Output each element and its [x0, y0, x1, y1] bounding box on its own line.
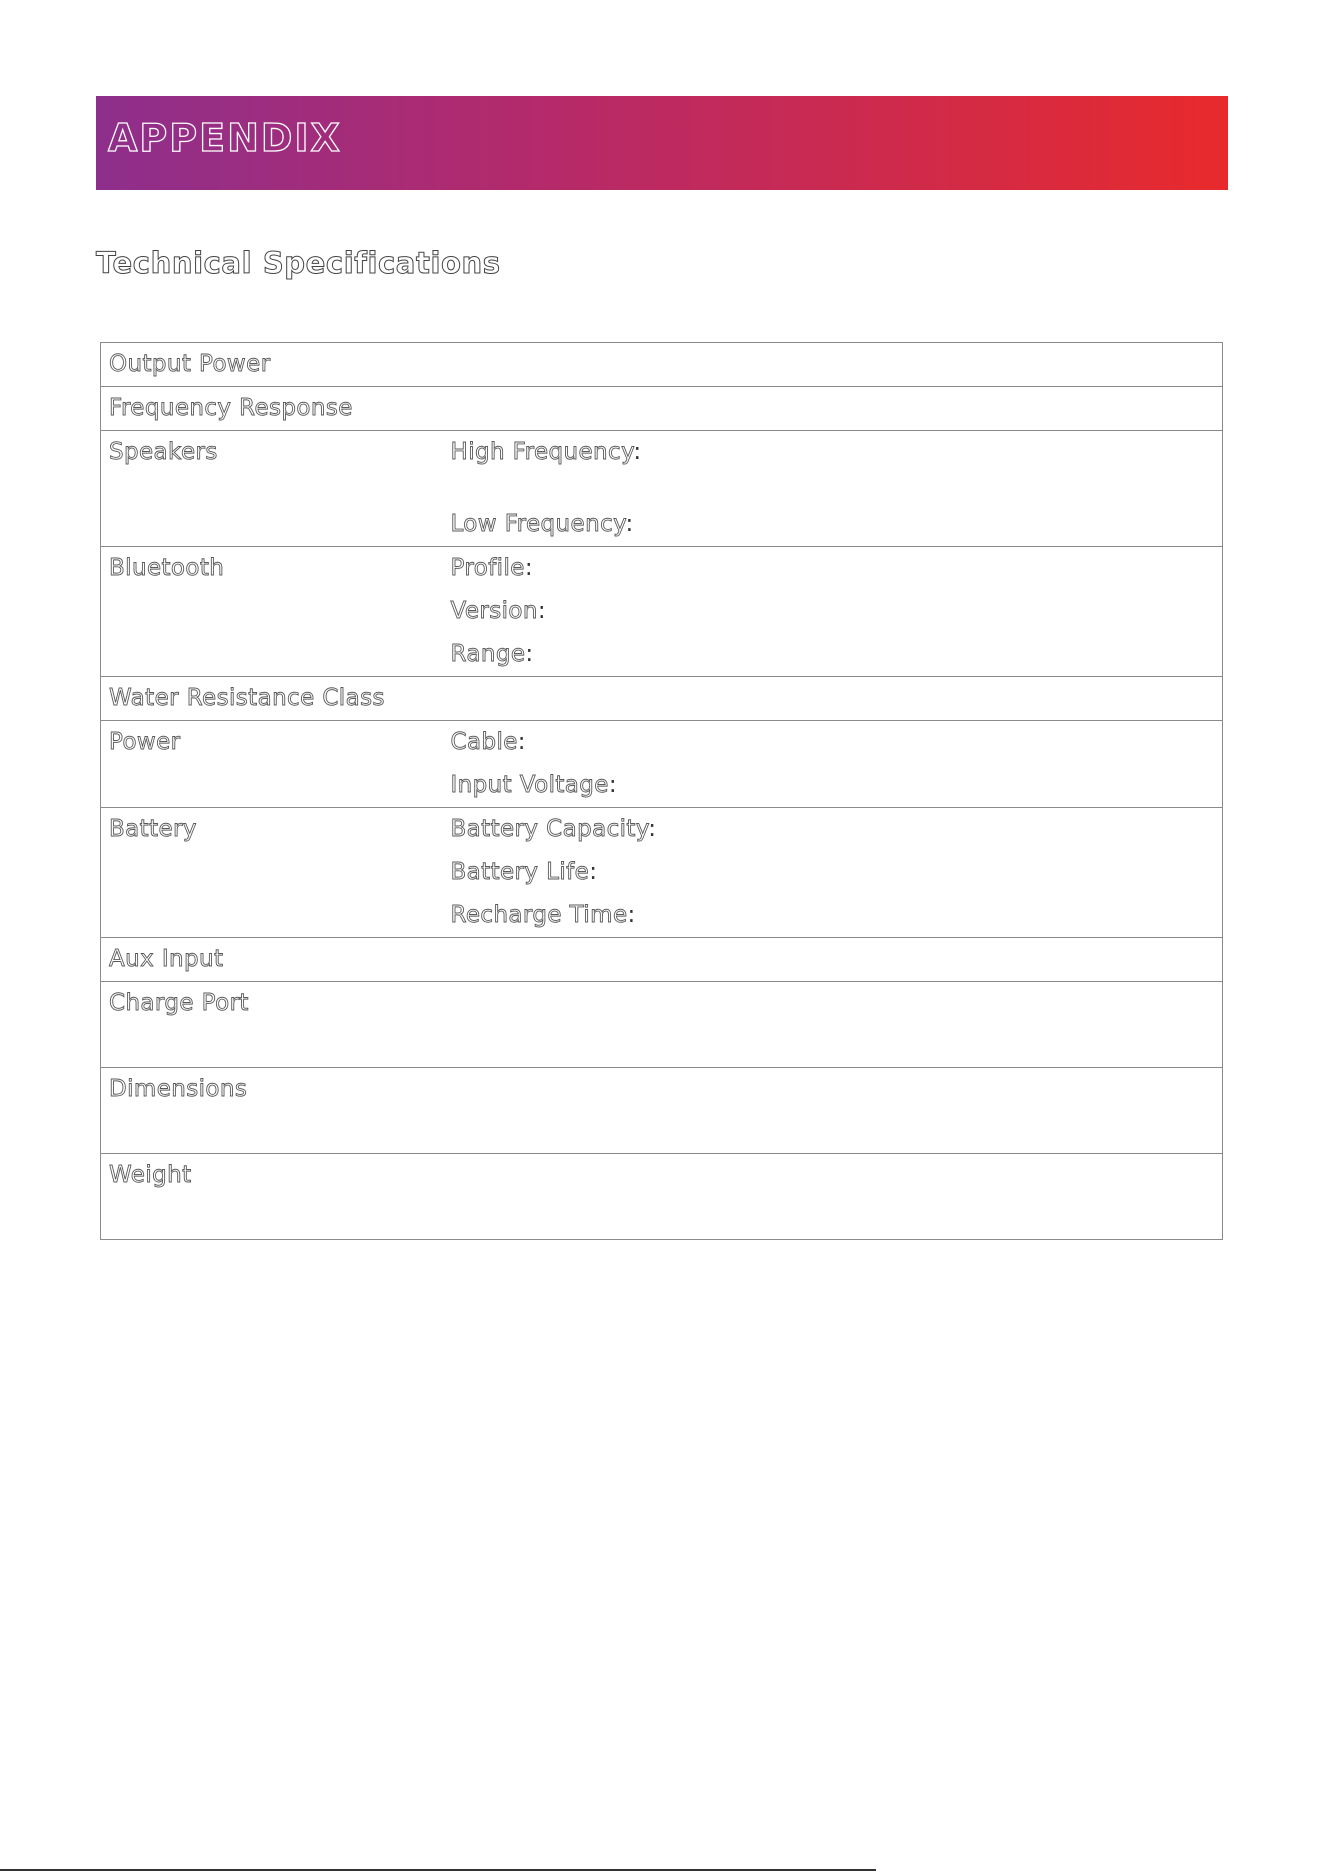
aux-input-label: Aux Input — [109, 946, 224, 972]
battery-capacity-label: Battery Capacity — [450, 816, 649, 842]
cable-label: Cable — [450, 729, 518, 755]
colon: : — [648, 816, 657, 842]
row-water-resistance — [101, 677, 1223, 721]
speakers-label: Speakers — [109, 439, 218, 465]
value-cell — [451, 938, 1223, 982]
value-cell — [451, 1154, 1223, 1240]
bluetooth-label: Bluetooth — [109, 555, 225, 581]
output-power-label: Output Power — [109, 351, 271, 377]
footer-rule — [0, 1869, 876, 1871]
label-cell — [101, 721, 451, 808]
value-cell — [451, 431, 1223, 547]
low-frequency-item — [451, 503, 1223, 546]
colon: : — [625, 511, 634, 537]
row-aux-input — [101, 938, 1223, 982]
input-voltage-item — [451, 764, 1223, 807]
colon: : — [589, 859, 598, 885]
range-label: Range — [450, 641, 526, 667]
profile-item — [451, 547, 1223, 590]
input-voltage-label: Input Voltage — [450, 772, 609, 798]
label-cell — [101, 982, 451, 1068]
range-item — [451, 633, 1223, 676]
value-cell — [451, 387, 1223, 431]
specifications-table — [100, 342, 1223, 1240]
label-cell — [101, 343, 451, 387]
value-cell — [451, 808, 1223, 938]
recharge-time-item — [451, 894, 1223, 937]
row-bluetooth — [101, 547, 1223, 677]
value-cell — [451, 343, 1223, 387]
label-cell — [101, 387, 451, 431]
dimensions-label: Dimensions — [109, 1076, 248, 1102]
version-label: Version — [450, 598, 538, 624]
section-heading: Technical Specifications — [96, 246, 501, 280]
colon: : — [524, 555, 533, 581]
low-frequency-label: Low Frequency — [450, 511, 626, 537]
value-cell — [451, 721, 1223, 808]
row-output-power — [101, 343, 1223, 387]
weight-label: Weight — [109, 1162, 192, 1188]
colon: : — [517, 729, 526, 755]
recharge-time-label: Recharge Time — [450, 902, 628, 928]
colon: : — [608, 772, 617, 798]
profile-label: Profile — [450, 555, 525, 581]
row-weight — [101, 1154, 1223, 1240]
appendix-banner — [96, 96, 1228, 190]
version-item — [451, 590, 1223, 633]
label-cell — [101, 1068, 451, 1154]
battery-life-item — [451, 851, 1223, 894]
label-cell — [101, 547, 451, 677]
row-dimensions — [101, 1068, 1223, 1154]
value-cell — [451, 547, 1223, 677]
water-resistance-label: Water Resistance Class — [109, 685, 385, 711]
row-frequency-response — [101, 387, 1223, 431]
cable-item — [451, 721, 1223, 764]
power-label: Power — [109, 729, 181, 755]
battery-capacity-item — [451, 808, 1223, 851]
row-battery — [101, 808, 1223, 938]
high-frequency-item — [451, 431, 1223, 474]
frequency-response-label: Frequency Response — [109, 395, 353, 421]
label-cell — [101, 808, 451, 938]
value-cell — [451, 982, 1223, 1068]
colon: : — [633, 439, 642, 465]
value-cell — [451, 677, 1223, 721]
banner-title: APPENDIX — [108, 116, 342, 160]
row-speakers — [101, 431, 1223, 547]
label-cell — [101, 677, 451, 721]
label-cell — [101, 431, 451, 547]
label-cell — [101, 938, 451, 982]
label-cell — [101, 1154, 451, 1240]
colon: : — [627, 902, 636, 928]
battery-life-label: Battery Life — [450, 859, 590, 885]
battery-label: Battery — [109, 816, 197, 842]
row-power — [101, 721, 1223, 808]
value-cell — [451, 1068, 1223, 1154]
charge-port-label: Charge Port — [109, 990, 249, 1016]
colon: : — [537, 598, 547, 624]
high-frequency-label: High Frequency — [450, 439, 634, 465]
row-charge-port — [101, 982, 1223, 1068]
colon: : — [525, 641, 534, 667]
